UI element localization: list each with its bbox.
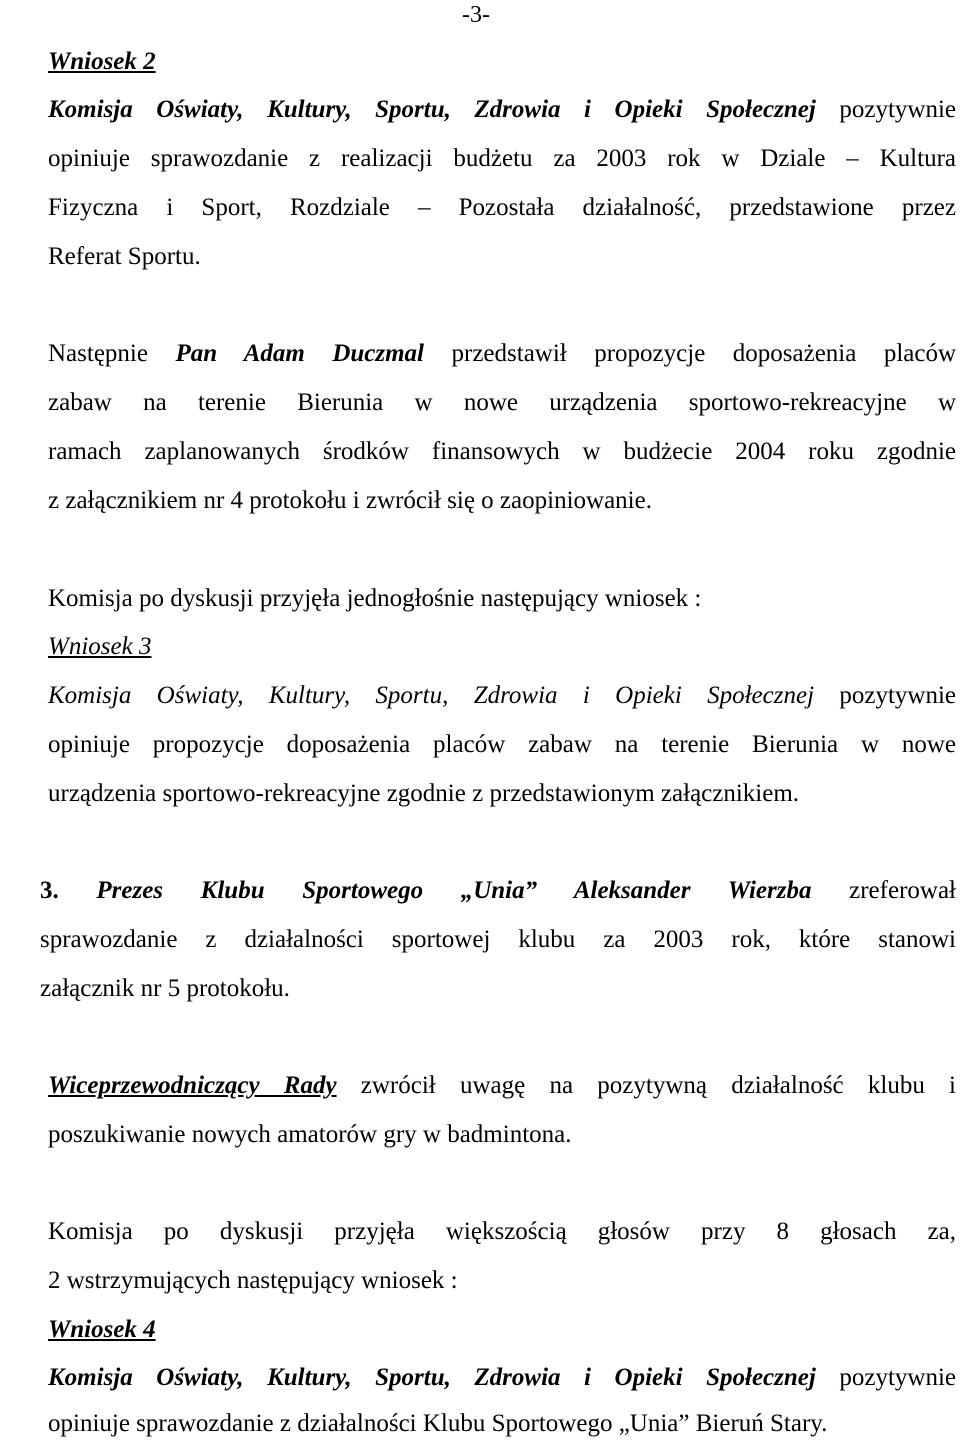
komisja-decision-4-line-2: 2 wstrzymujących następujący wniosek :	[48, 1267, 458, 1294]
wniosek-2-line-4: Referat Sportu.	[48, 243, 201, 270]
item-3-line-2: sprawozdanie z działalności sportowej klubu za 2003 rok, które stanowi	[40, 926, 956, 953]
duczmal-line-3: ramach zaplanowanych środków finansowych w budżecie 2004 roku zgodnie	[48, 438, 956, 465]
commission-name: Komisja Oświaty, Kultury, Sportu, Zdrowia i Opieki Społecznej	[48, 1364, 816, 1391]
wniosek-3-line-1-rest: pozytywnie	[839, 682, 957, 709]
duczmal-line-4: z załącznikiem nr 4 protokołu i zwrócił się o zaopiniowanie.	[48, 487, 652, 514]
wniosek-3-line-3: urządzenia sportowo-rekreacyjne zgodnie z przedstawionym załącznikiem.	[48, 780, 800, 807]
wniosek-4-heading: Wniosek 4	[48, 1316, 156, 1343]
wice-line-1-rest: zwrócił uwagę na pozytywną działalność klubu i	[360, 1072, 957, 1099]
wniosek-4-line-2: opiniuje sprawozdanie z działalności Klubu Sportowego „Unia” Bieruń Stary.	[48, 1410, 828, 1437]
page-number: -3-	[462, 2, 490, 28]
commission-name: Komisja Oświaty, Kultury, Sportu, Zdrowia i Opieki Społecznej	[48, 96, 816, 123]
wniosek-3-line-1	[48, 676, 956, 716]
wniosek-2-line-1-rest: pozytywnie	[839, 96, 957, 123]
duczmal-line-1	[48, 334, 956, 374]
wniosek-2-line-1	[48, 90, 956, 130]
wice-line-2: poszukiwanie nowych amatorów gry w badmintona.	[48, 1121, 572, 1148]
wniosek-4-line-1-rest: pozytywnie	[839, 1364, 957, 1391]
komisja-decision-4-line-1: Komisja po dyskusji przyjęła większością głosów przy 8 głosach za,	[48, 1218, 956, 1245]
person-name: Wiceprzewodniczący Rady	[48, 1072, 337, 1099]
wniosek-3-line-2: opiniuje propozycje doposażenia placów zabaw na terenie Bierunia w nowe	[48, 731, 956, 758]
wniosek-2-line-3: Fizyczna i Sport, Rozdziale – Pozostała działalność, przedstawione przez	[48, 194, 956, 221]
person-name: Prezes Klubu Sportowego „Unia” Aleksander Wierzba	[96, 877, 812, 904]
duczmal-line-2: zabaw na terenie Bierunia w nowe urządzenia sportowo-rekreacyjne w	[48, 389, 956, 416]
duczmal-line-1-post: przedstawił propozycje doposażenia placów	[451, 340, 957, 367]
wniosek-3-heading: Wniosek 3	[48, 633, 152, 660]
wniosek-4-line-1	[48, 1358, 956, 1398]
person-name: Pan Adam Duczmal	[175, 340, 424, 367]
commission-name: Komisja Oświaty, Kultury, Sportu, Zdrowia i Opieki Społecznej	[48, 682, 815, 709]
item-3-line-1-rest: zreferował	[849, 877, 957, 904]
wniosek-2-heading: Wniosek 2	[48, 48, 156, 75]
duczmal-line-1-pre: Następnie	[48, 340, 148, 367]
item-3-line-3: załącznik nr 5 protokołu.	[40, 975, 290, 1002]
item-number: 3.	[40, 877, 59, 904]
komisja-decision-3: Komisja po dyskusji przyjęła jednogłośnie następujący wniosek :	[48, 585, 702, 612]
item-3-line-1	[40, 871, 956, 911]
wniosek-2-line-2: opiniuje sprawozdanie z realizacji budżetu za 2003 rok w Dziale – Kultura	[48, 145, 956, 172]
wice-line-1	[48, 1066, 956, 1106]
